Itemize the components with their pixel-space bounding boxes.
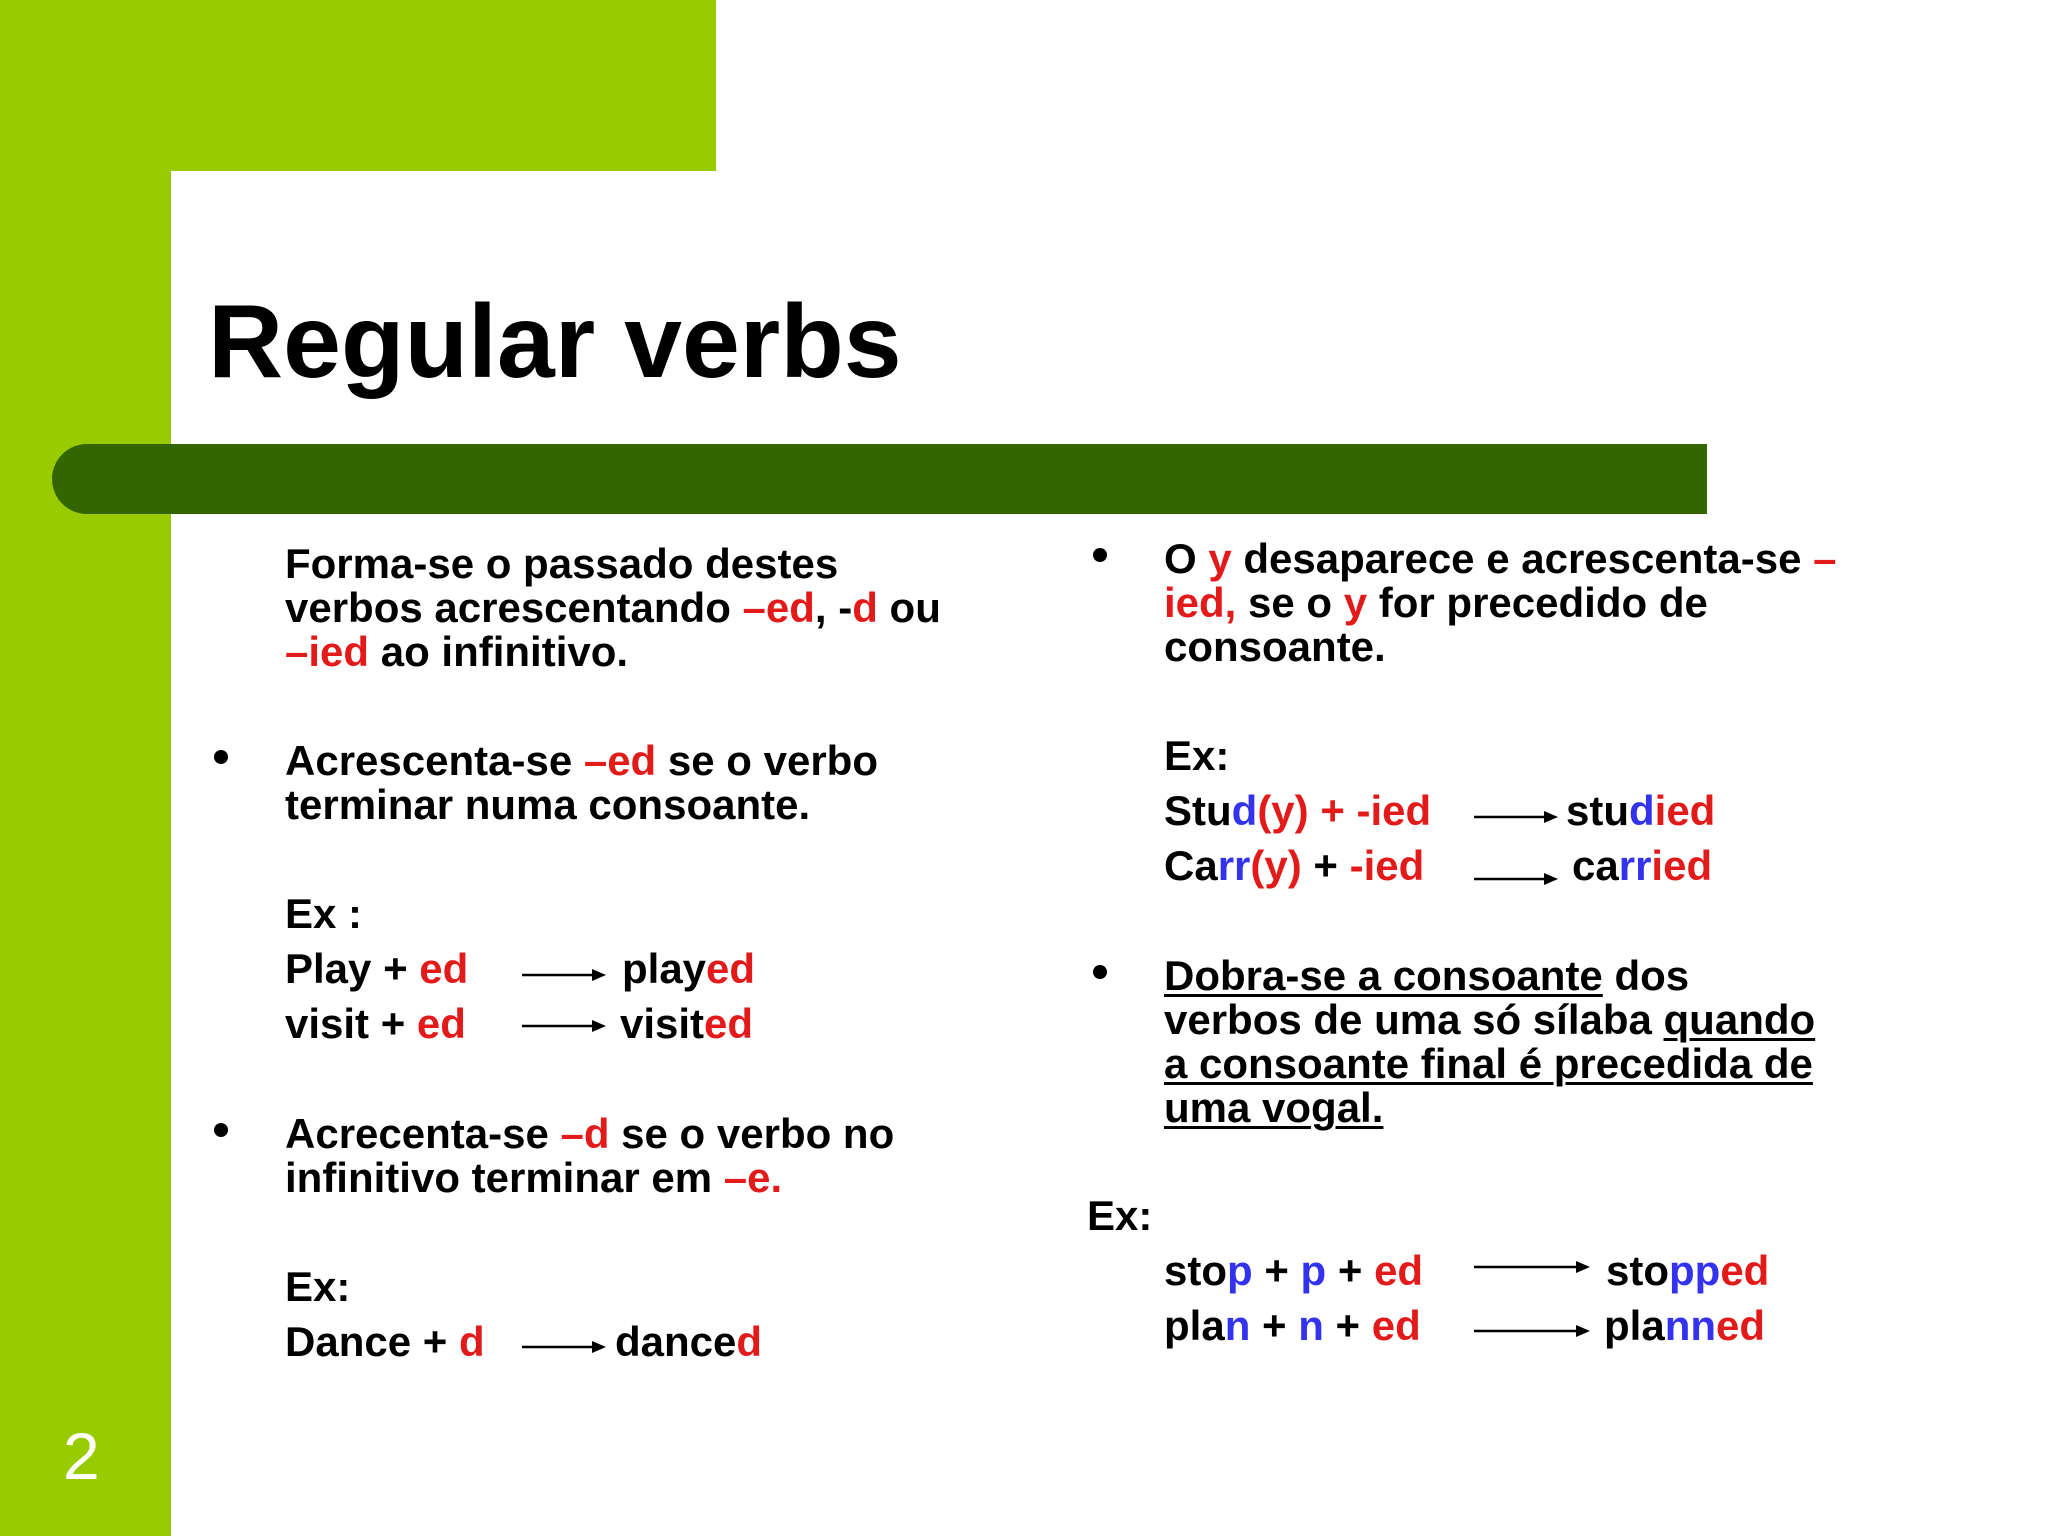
rule1-example-label: Ex : xyxy=(285,890,363,937)
title-divider-bar xyxy=(52,444,1707,514)
right-arrow-icon xyxy=(522,1336,606,1358)
rule1-example-2-base: visit + ed xyxy=(285,1000,466,1047)
slide-number: 2 xyxy=(63,1419,100,1493)
rule3-line-2: ied, se o y for precedido de xyxy=(1164,579,1708,626)
intro-line-2: verbos acrescentando –ed, -d ou xyxy=(285,584,941,631)
rule3-line-1: O y desaparece e acrescenta-se – xyxy=(1164,535,1837,582)
rule3-example-label: Ex: xyxy=(1164,732,1230,779)
rule4-example-1-result: stopped xyxy=(1606,1247,1770,1294)
rule3-example-1-result: studied xyxy=(1566,787,1716,834)
rule1-example-2-result: visited xyxy=(620,1000,754,1047)
rule4-example-2-result: planned xyxy=(1604,1302,1766,1349)
rule3-example-2-base: Carr(y) + -ied xyxy=(1164,842,1425,889)
rule2-example-1-base: Dance + d xyxy=(285,1318,485,1365)
left-accent-bar xyxy=(0,0,171,1536)
rule4-example-2-base: plan + n + ed xyxy=(1164,1302,1421,1349)
right-arrow-icon xyxy=(1474,868,1558,890)
rule4-example-1-base: stop + p + ed xyxy=(1164,1247,1424,1294)
rule4-line-4: uma vogal. xyxy=(1164,1084,1384,1131)
bullet-dot-icon xyxy=(1093,965,1107,979)
rule4-line-1: Dobra-se a consoante dos xyxy=(1164,952,1690,999)
right-arrow-icon xyxy=(522,964,606,986)
intro-line-1: Forma-se o passado destes xyxy=(285,540,839,587)
rule1-line-1: Acrescenta-se –ed se o verbo xyxy=(285,737,878,784)
intro-line-3: –ied ao infinitivo. xyxy=(285,628,629,675)
rule2-example-1-result: danced xyxy=(615,1318,763,1365)
right-arrow-icon xyxy=(1474,1256,1590,1278)
right-arrow-icon xyxy=(1474,1320,1590,1342)
bullet-dot-icon xyxy=(1093,548,1107,562)
bullet-dot-icon xyxy=(214,1123,228,1137)
rule2-line-2: infinitivo terminar em –e. xyxy=(285,1154,783,1201)
rule2-example-label: Ex: xyxy=(285,1263,351,1310)
slide-title: Regular verbs xyxy=(208,284,902,400)
rule3-line-3: consoante. xyxy=(1164,623,1386,670)
rule1-line-2: terminar numa consoante. xyxy=(285,781,811,828)
rule4-example-label: Ex: xyxy=(1087,1192,1153,1239)
bullet-dot-icon xyxy=(214,750,228,764)
rule3-example-2-result: carried xyxy=(1572,842,1713,889)
rule4-line-3: a consoante final é precedida de xyxy=(1164,1040,1813,1087)
rule1-example-1-result: played xyxy=(622,945,756,992)
right-arrow-icon xyxy=(522,1015,606,1037)
rule4-line-2: verbos de uma só sílaba quando xyxy=(1164,996,1816,1043)
rule1-example-1-base: Play + ed xyxy=(285,945,469,992)
right-arrow-icon xyxy=(1474,806,1558,828)
rule3-example-1-base: Stud(y) + -ied xyxy=(1164,787,1432,834)
top-accent-bar xyxy=(0,0,716,171)
rule2-line-1: Acrecenta-se –d se o verbo no xyxy=(285,1110,895,1157)
